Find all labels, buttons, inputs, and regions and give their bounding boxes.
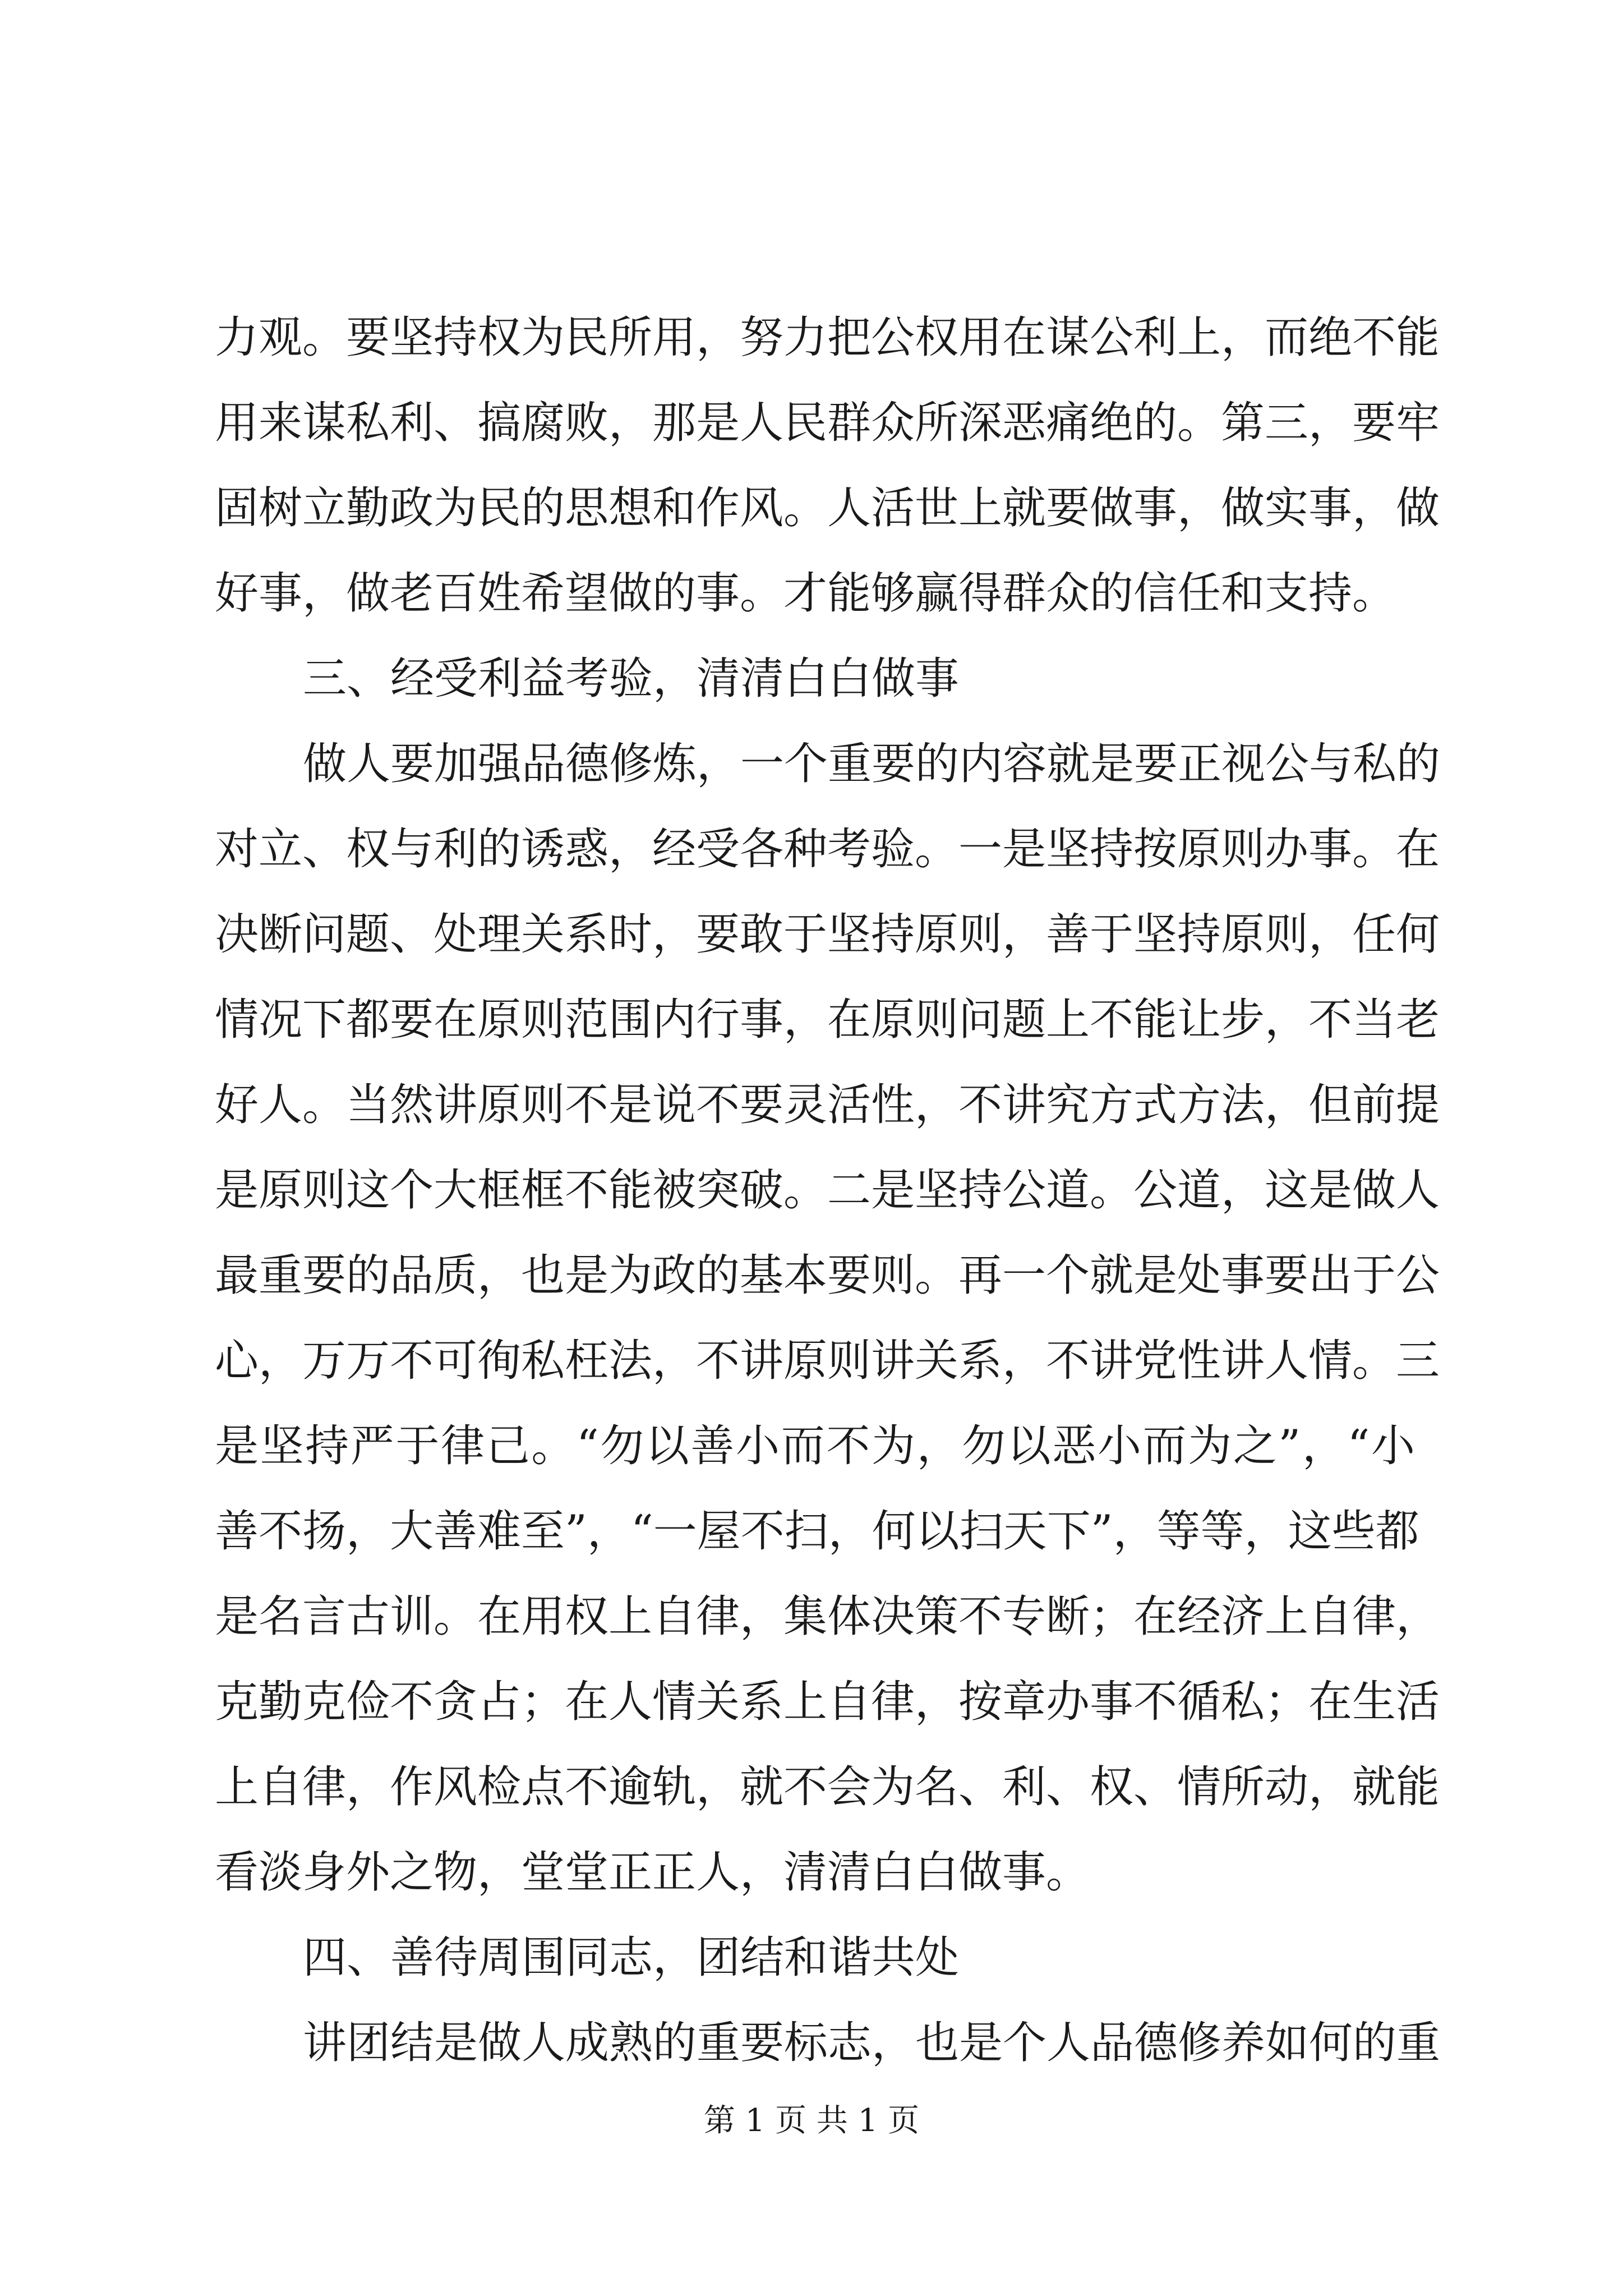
page-footer: 第 1 页 共 1 页 [703, 2102, 920, 2139]
body-line: 力观。要坚持权为民所用，努力把公权用在谋公利上，而绝不能 [215, 312, 1440, 363]
body-line: 好人。当然讲原则不是说不要灵活性，不讲究方式方法，但前提 [215, 1080, 1440, 1130]
body-line: 看淡身外之物，堂堂正正人，清清白白做事。 [215, 1847, 1090, 1898]
body-line: 对立、权与利的诱惑，经受各种考验。一是坚持按原则办事。在 [215, 824, 1440, 875]
body-line: 固树立勤政为民的思想和作风。人活世上就要做事，做实事，做 [215, 483, 1440, 533]
body-line: 是原则这个大框框不能被突破。二是坚持公道。公道，这是做人 [215, 1165, 1440, 1216]
body-line: 上自律，作风检点不逾轨，就不会为名、利、权、情所动，就能 [215, 1762, 1440, 1812]
body-line: 克勤克俭不贪占；在人情关系上自律，按章办事不循私；在生活 [215, 1677, 1440, 1727]
body-line: 讲团结是做人成熟的重要标志，也是个人品德修养如何的重 [303, 2018, 1441, 2068]
body-line: 情况下都要在原则范围内行事，在原则问题上不能让步，不当老 [215, 995, 1440, 1045]
body-line: 好事，做老百姓希望做的事。才能够赢得群众的信任和支持。 [215, 568, 1396, 619]
body-line: 最重要的品质，也是为政的基本要则。再一个就是处事要出于公 [215, 1250, 1440, 1301]
section-heading: 四、善待周围同志，团结和谐共处 [303, 1932, 960, 1983]
body-line: 是坚持严于律己。“勿以善小而不为，勿以恶小而为之”，“小 [215, 1421, 1415, 1471]
body-line: 心，万万不可徇私枉法，不讲原则讲关系，不讲党性讲人情。三 [215, 1336, 1440, 1386]
section-heading: 三、经受利益考验，清清白白做事 [303, 654, 960, 704]
body-line: 做人要加强品德修炼，一个重要的内容就是要正视公与私的 [303, 739, 1441, 789]
body-line: 用来谋私利、搞腐败，那是人民群众所深恶痛绝的。第三，要牢 [215, 398, 1440, 448]
body-line: 善不扬，大善难至”，“一屋不扫，何以扫天下”，等等，这些都 [215, 1506, 1419, 1557]
body-line: 是名言古训。在用权上自律，集体决策不专断；在经济上自律， [215, 1591, 1440, 1642]
body-line: 决断问题、处理关系时，要敢于坚持原则，善于坚持原则，任何 [215, 909, 1440, 960]
